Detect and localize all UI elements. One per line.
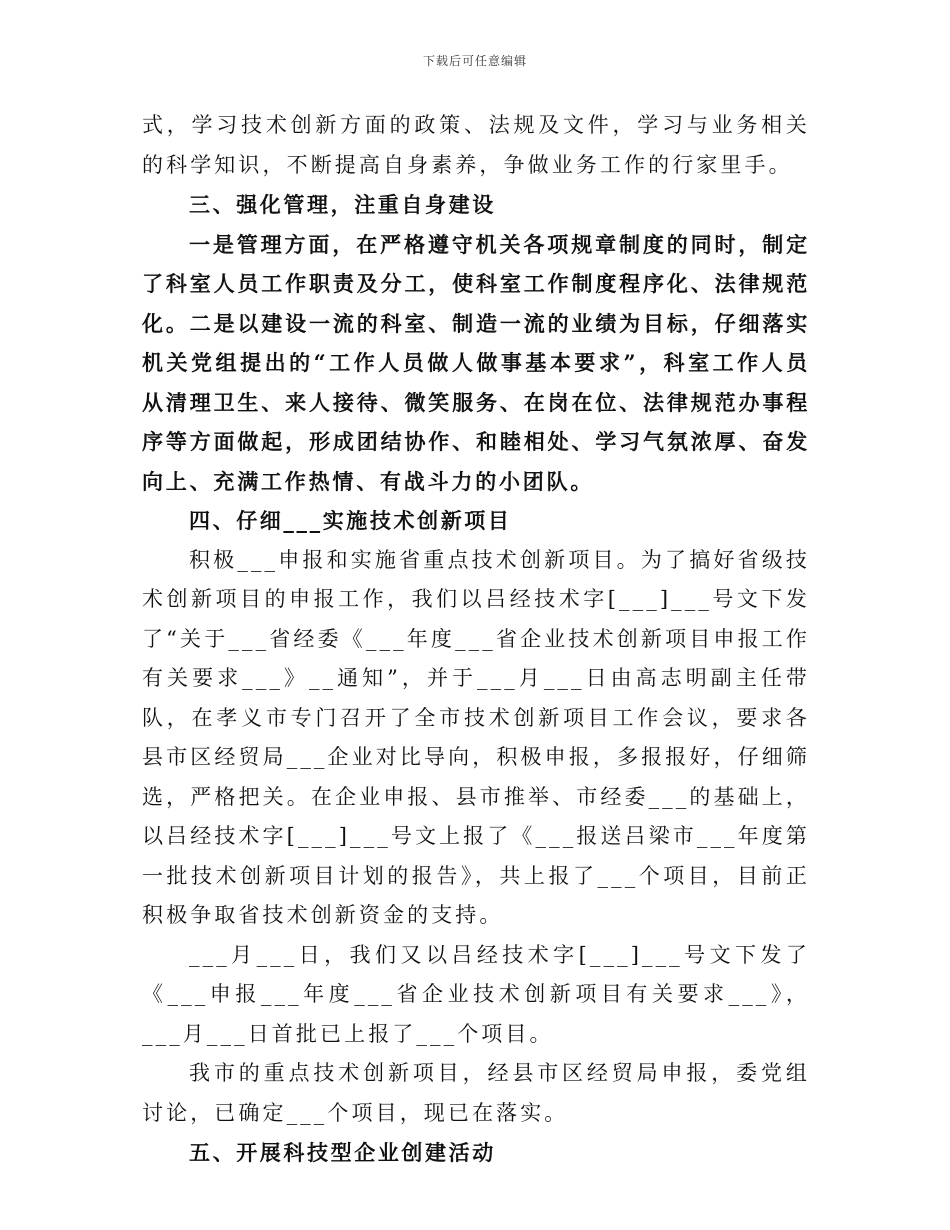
document-body — [142, 106, 810, 1173]
paragraph-key-projects: 我市的重点技术创新项目，经县市区经贸局申报，委党组讨论，已确定___个项目，现已在落实。 — [142, 1061, 810, 1125]
section-heading-3: 三、强化管理，注重自身建设 — [189, 192, 496, 217]
section-heading-5: 五、开展科技型企业创建活动 — [189, 1140, 496, 1165]
paragraph-study: 式，学习技术创新方面的政策、法规及文件，学习与业务相关的科学知识，不断提高自身素养，争做业务工作的行家里手。 — [142, 113, 810, 177]
page-header: 下载后可任意编辑 — [422, 54, 527, 68]
paragraph-management: 一是管理方面，在严格遵守机关各项规章制度的同时，制定了科室人员工作职责及分工，使科室工作制度程序化、法律规范化。二是以建设一流的科室、制造一流的业绩为目标，仔细落实机关党组提出的“工作人员做人做事基本要求”，科室工作人员从清理卫生、来人接待、微笑服务、在岗在位、法律规范办事程序等方面做起，形成团结协作、和睦相处、学习气氛浓厚、奋发向上、充满工作热情、有战斗力的小团队。 — [142, 231, 810, 494]
paragraph-project-application: 积极___申报和实施省重点技术创新项目。为了搞好省级技术创新项目的申报工作，我们以吕经技术字[___]___号文下发了“关于___省经委《___年度___省企业技术创新项目申报工作有关要求___》__通知”，并于___月___日由高志明副主任带队，在孝义市专门召开了全市技术创新项目工作会议，要求各县市区经贸局___企业对比导向，积极申报，多报报好，仔细筛选，严格把关。在企业申报、县市推举、市经委___的基础上，以吕经技术字[___]___号文上报了《___报送吕梁市___年度第一批技术创新项目计划的报告》，共上报了___个项目，目前正积极争取省技术创新资金的支持。 — [142, 547, 810, 927]
section-heading-4: 四、仔细___实施技术创新项目 — [189, 508, 512, 533]
paragraph-project-notice: ___月___日，我们又以吕经技术字[___]___号文下发了《___申报___年度___省企业技术创新项目有关要求___》，___月___日首批已上报了___个项目。 — [142, 942, 810, 1046]
